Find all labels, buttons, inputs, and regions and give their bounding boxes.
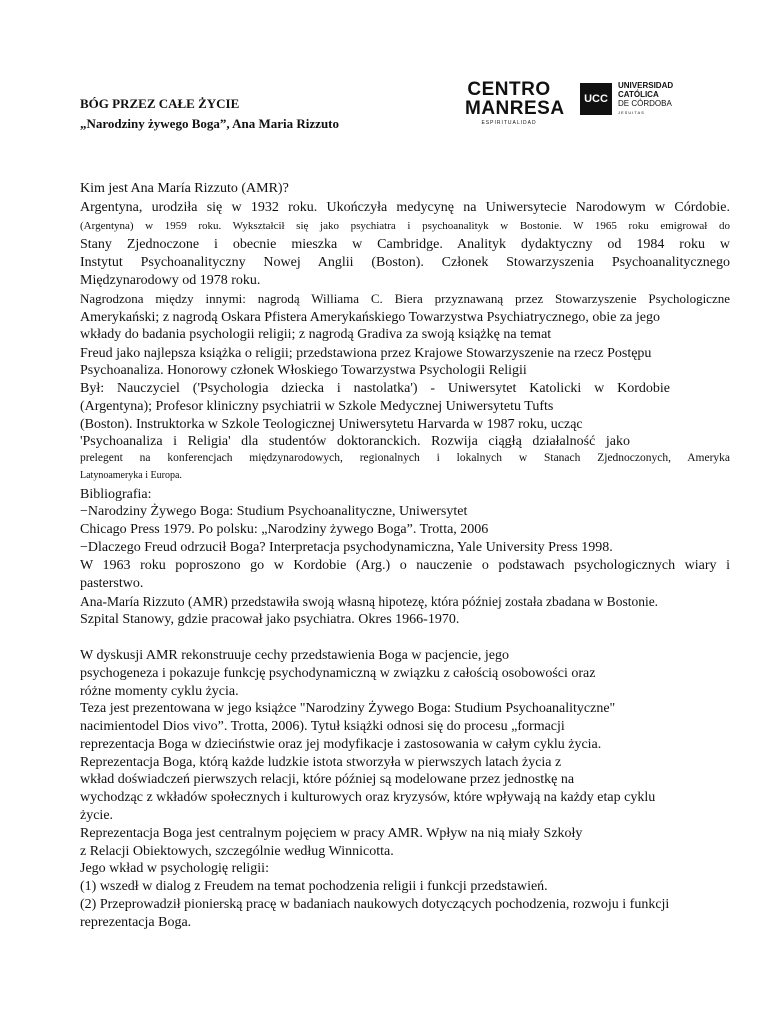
line: Stany Zjednoczone i obecnie mieszka w Cambridge. Analityk dydaktyczny od 1984 roku w: [80, 237, 730, 252]
logo-text: UNIVERSIDAD: [618, 81, 674, 90]
logo-text: DE CÓRDOBA: [618, 99, 672, 108]
line: reprezentacja Boga w dzieciństwie oraz jej modyfikacje i zastosowania w całym cyklu życia.: [80, 737, 602, 752]
line: Ana-María Rizzuto (AMR) przedstawiła swoją własną hipotezę, która później została zbadana w Bostonie.: [80, 594, 659, 609]
line: Szpital Stanowy, gdzie pracował jako psychiatra. Okres 1966-1970.: [80, 612, 460, 627]
ucc-text: [618, 81, 673, 117]
line: W dyskusji AMR rekonstruuje cechy przedstawienia Boga w pacjencie, jego: [80, 648, 509, 663]
line: W 1963 roku poproszono go w Kordobie (Arg.) o nauczenie o podstawach psychologicznych wiary i: [80, 558, 730, 573]
line: wychodząc z wkładów społecznych i kulturowych oraz kryzysów, które wpływają na każdy etap cyklu: [80, 790, 656, 805]
line: Był: Nauczyciel ('Psychologia dziecka i nastolatka') - Uniwersytet Katolicki w Kordobie: [80, 381, 670, 396]
ucc-mark: UCC: [580, 83, 612, 115]
line: Argentyna, urodziła się w 1932 roku. Ukończyła medycynę na Uniwersytecie Narodowym w Córdobie.: [80, 200, 730, 215]
line: Latynoameryka i Europa.: [80, 470, 182, 481]
line: Freud jako najlepsza książka o religii; przedstawiona przez Krajowe Stowarzyszenie na rzecz Postępu: [80, 346, 652, 361]
line: Amerykański; z nagrodą Oskara Pfistera Amerykańskiego Towarzystwa Psychiatrycznego, obie za jego: [80, 310, 660, 325]
document-title: BÓG PRZEZ CAŁE ŻYCIE: [80, 96, 240, 111]
line: (Argentyna) w 1959 roku. Wykształcił się jako psychiatra i psychoanalityk w Bostonie. W 1965 roku emigrował do: [80, 220, 730, 232]
line: Jego wkład w psychologię religii:: [80, 861, 269, 876]
line: (1) wszedł w dialog z Freudem na temat pochodzenia religii i funkcji przedstawień.: [80, 879, 548, 894]
line: reprezentacja Boga.: [80, 915, 192, 930]
line: Teza jest prezentowana w jego książce "Narodziny Żywego Boga: Studium Psychoanalityczne": [80, 701, 616, 716]
line: różne momenty cyklu życia.: [80, 684, 239, 699]
centro-manresa-logo: [465, 79, 565, 126]
line: Psychoanaliza. Honorowy członek Włoskiego Towarzystwa Psychologii Religii: [80, 363, 527, 378]
line: 'Psychoanaliza i Religia' dla studentów doktoranckich. Rozwija ciągłą działalność jako: [80, 434, 630, 449]
line: psychogeneza i pokazuje funkcję psychodynamiczną w związku z całością osobowości oraz: [80, 666, 596, 681]
line: wkłady do badania psychologii religii; z nagrodą Gradiva za swoją książkę na temat: [80, 327, 552, 342]
line: Bibliografia:: [80, 487, 152, 502]
line: (Argentyna); Profesor kliniczny psychiatrii w Szkole Medycznej Uniwersytetu Tufts: [80, 399, 554, 414]
line: Międzynarodowy od 1978 roku.: [80, 273, 261, 288]
line: wkład doświadczeń pierwszych relacji, które później są modelowane przez jednostkę na: [80, 772, 575, 787]
line: −Dlaczego Freud odrzucił Boga? Interpretacja psychodynamiczna, Yale University Press 1998.: [80, 540, 613, 555]
logo-text: MANRESA: [465, 98, 565, 119]
line: pasterstwo.: [80, 576, 144, 591]
line: Reprezentacja Boga jest centralnym pojęciem w pracy AMR. Wpływ na nią miały Szkoły: [80, 826, 583, 841]
document-subtitle: „Narodziny żywego Boga”, Ana Maria Rizzuto: [80, 116, 340, 131]
line: prelegent na konferencjach międzynarodowych, regionalnych i lokalnych w Stanach Zjednoczonych, Ameryka: [80, 452, 730, 464]
line: życie.: [80, 808, 114, 823]
line: nacimientodel Dios vivo”. Trotta, 2006). Tytuł książki odnosi się do procesu „formacji: [80, 719, 565, 734]
line: Nagrodzona między innymi: nagrodą Williama C. Biera przyznawaną przez Stowarzyszenie Psychologiczne: [80, 291, 730, 306]
ucc-logo: [580, 81, 673, 117]
line: Reprezentacja Boga, którą każde ludzkie istota stworzyła w pierwszych latach życia z: [80, 755, 562, 770]
logo-text: CENTRO: [467, 79, 551, 100]
line: Instytut Psychoanalityczny Nowej Anglii (Boston). Członek Stowarzyszenia Psychoanalitycznego: [80, 255, 730, 270]
line: Chicago Press 1979. Po polsku: „Narodziny żywego Boga”. Trotta, 2006: [80, 522, 489, 537]
line: (2) Przeprowadził pionierską pracę w badaniach naukowych dotyczących pochodzenia, rozwoju i funkcji: [80, 897, 670, 912]
line: Kim jest Ana María Rizzuto (AMR)?: [80, 181, 289, 196]
logo-text: JESUITAS: [618, 110, 645, 115]
logo-text: ESPIRITUALIDAD: [481, 120, 537, 126]
line: z Relacji Obiektowych, szczególnie według Winnicotta.: [80, 844, 394, 859]
line: (Boston). Instruktorka w Szkole Teologicznej Uniwersytetu Harvarda w 1987 roku, ucząc: [80, 417, 583, 432]
logo-text: CATÓLICA: [618, 90, 659, 99]
line: −Narodziny Żywego Boga: Studium Psychoanalityczne, Uniwersytet: [80, 504, 468, 519]
